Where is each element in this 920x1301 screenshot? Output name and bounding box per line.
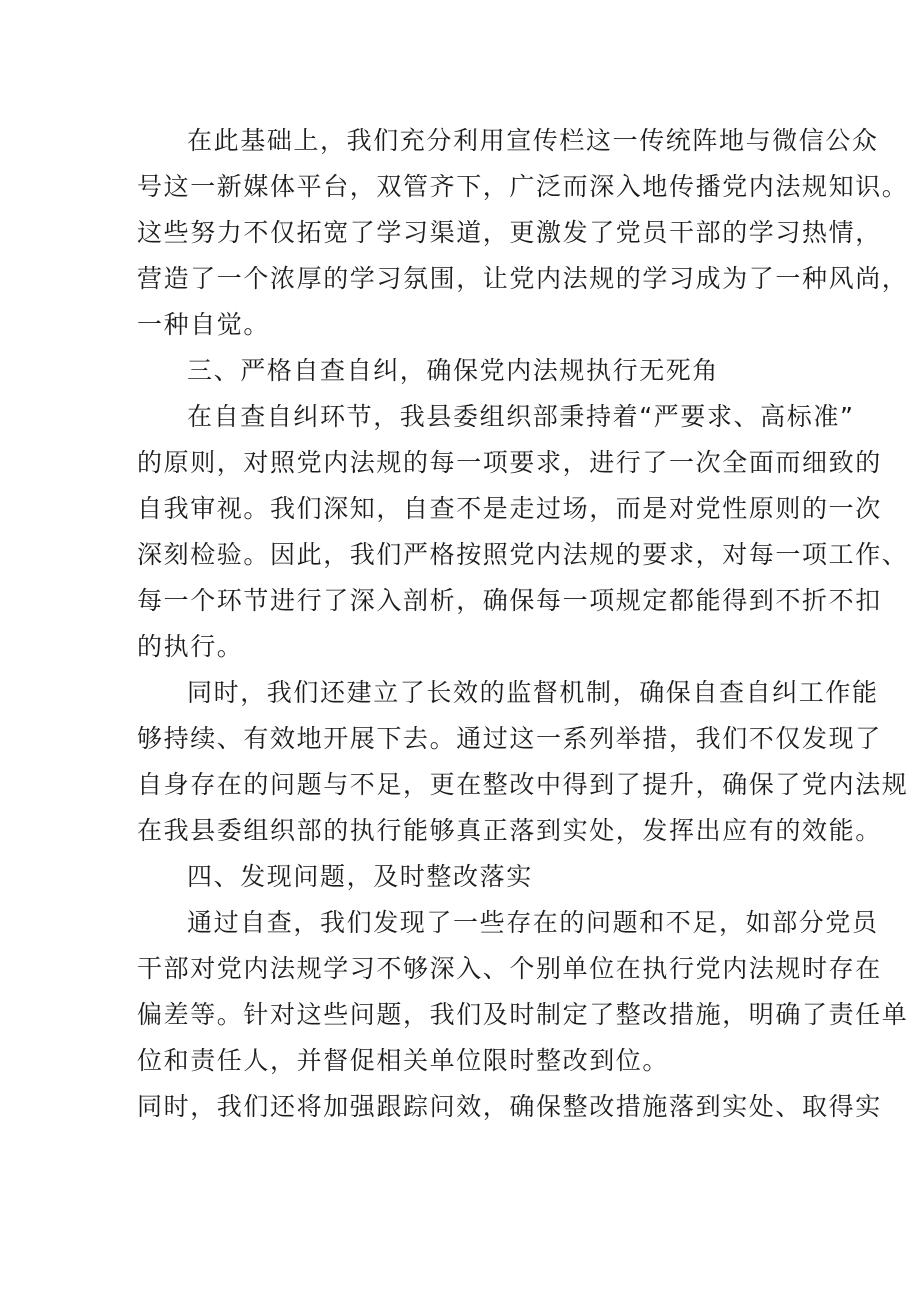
text-line: 偏差等。针对这些问题，我们及时制定了整改措施，明确了责任单 bbox=[137, 1000, 909, 1029]
text-line: 在此基础上，我们充分利用宣传栏这一传统阵地与微信公众 bbox=[187, 126, 879, 155]
text-line: 位和责任人，并督促相关单位限时整改到位。 bbox=[137, 1046, 670, 1075]
text-line: 深刻检验。因此，我们严格按照党内法规的要求，对每一项工作、 bbox=[137, 540, 909, 569]
text-line: 同时，我们还将加强跟踪问效，确保整改措施落到实处、取得实 bbox=[137, 1092, 882, 1121]
text-line: 一种自觉。 bbox=[137, 310, 271, 339]
text-line: 每一个环节进行了深入剖析，确保每一项规定都能得到不折不扣 bbox=[137, 586, 882, 615]
text-line: 在自查自纠环节，我县委组织部秉持着“严要求、高标准” bbox=[187, 402, 855, 431]
document-body bbox=[137, 118, 909, 1130]
text-line: 通过自查，我们发现了一些存在的问题和不足，如部分党员 bbox=[187, 908, 879, 937]
text-line: 号这一新媒体平台，双管齐下，广泛而深入地传播党内法规知识。 bbox=[137, 172, 909, 201]
text-line: 在我县委组织部的执行能够真正落到实处，发挥出应有的效能。 bbox=[137, 816, 882, 845]
text-line: 同时，我们还建立了长效的监督机制，确保自查自纠工作能 bbox=[187, 678, 879, 707]
text-line: 的原则，对照党内法规的每一项要求，进行了一次全面而细致的 bbox=[137, 448, 882, 477]
text-line: 的执行。 bbox=[137, 632, 244, 661]
text-line: 四、发现问题，及时整改落实 bbox=[187, 862, 533, 891]
text-line: 自身存在的问题与不足，更在整改中得到了提升，确保了党内法规 bbox=[137, 770, 909, 799]
text-line: 营造了一个浓厚的学习氛围，让党内法规的学习成为了一种风尚， bbox=[137, 264, 909, 293]
text-line: 干部对党内法规学习不够深入、个别单位在执行党内法规时存在 bbox=[137, 954, 882, 983]
text-line: 自我审视。我们深知，自查不是走过场，而是对党性原则的一次 bbox=[137, 494, 882, 523]
text-line: 够持续、有效地开展下去。通过这一系列举措，我们不仅发现了 bbox=[137, 724, 882, 753]
text-line: 三、严格自查自纠，确保党内法规执行无死角 bbox=[187, 356, 720, 385]
text-line: 这些努力不仅拓宽了学习渠道，更激发了党员干部的学习热情， bbox=[137, 218, 882, 247]
